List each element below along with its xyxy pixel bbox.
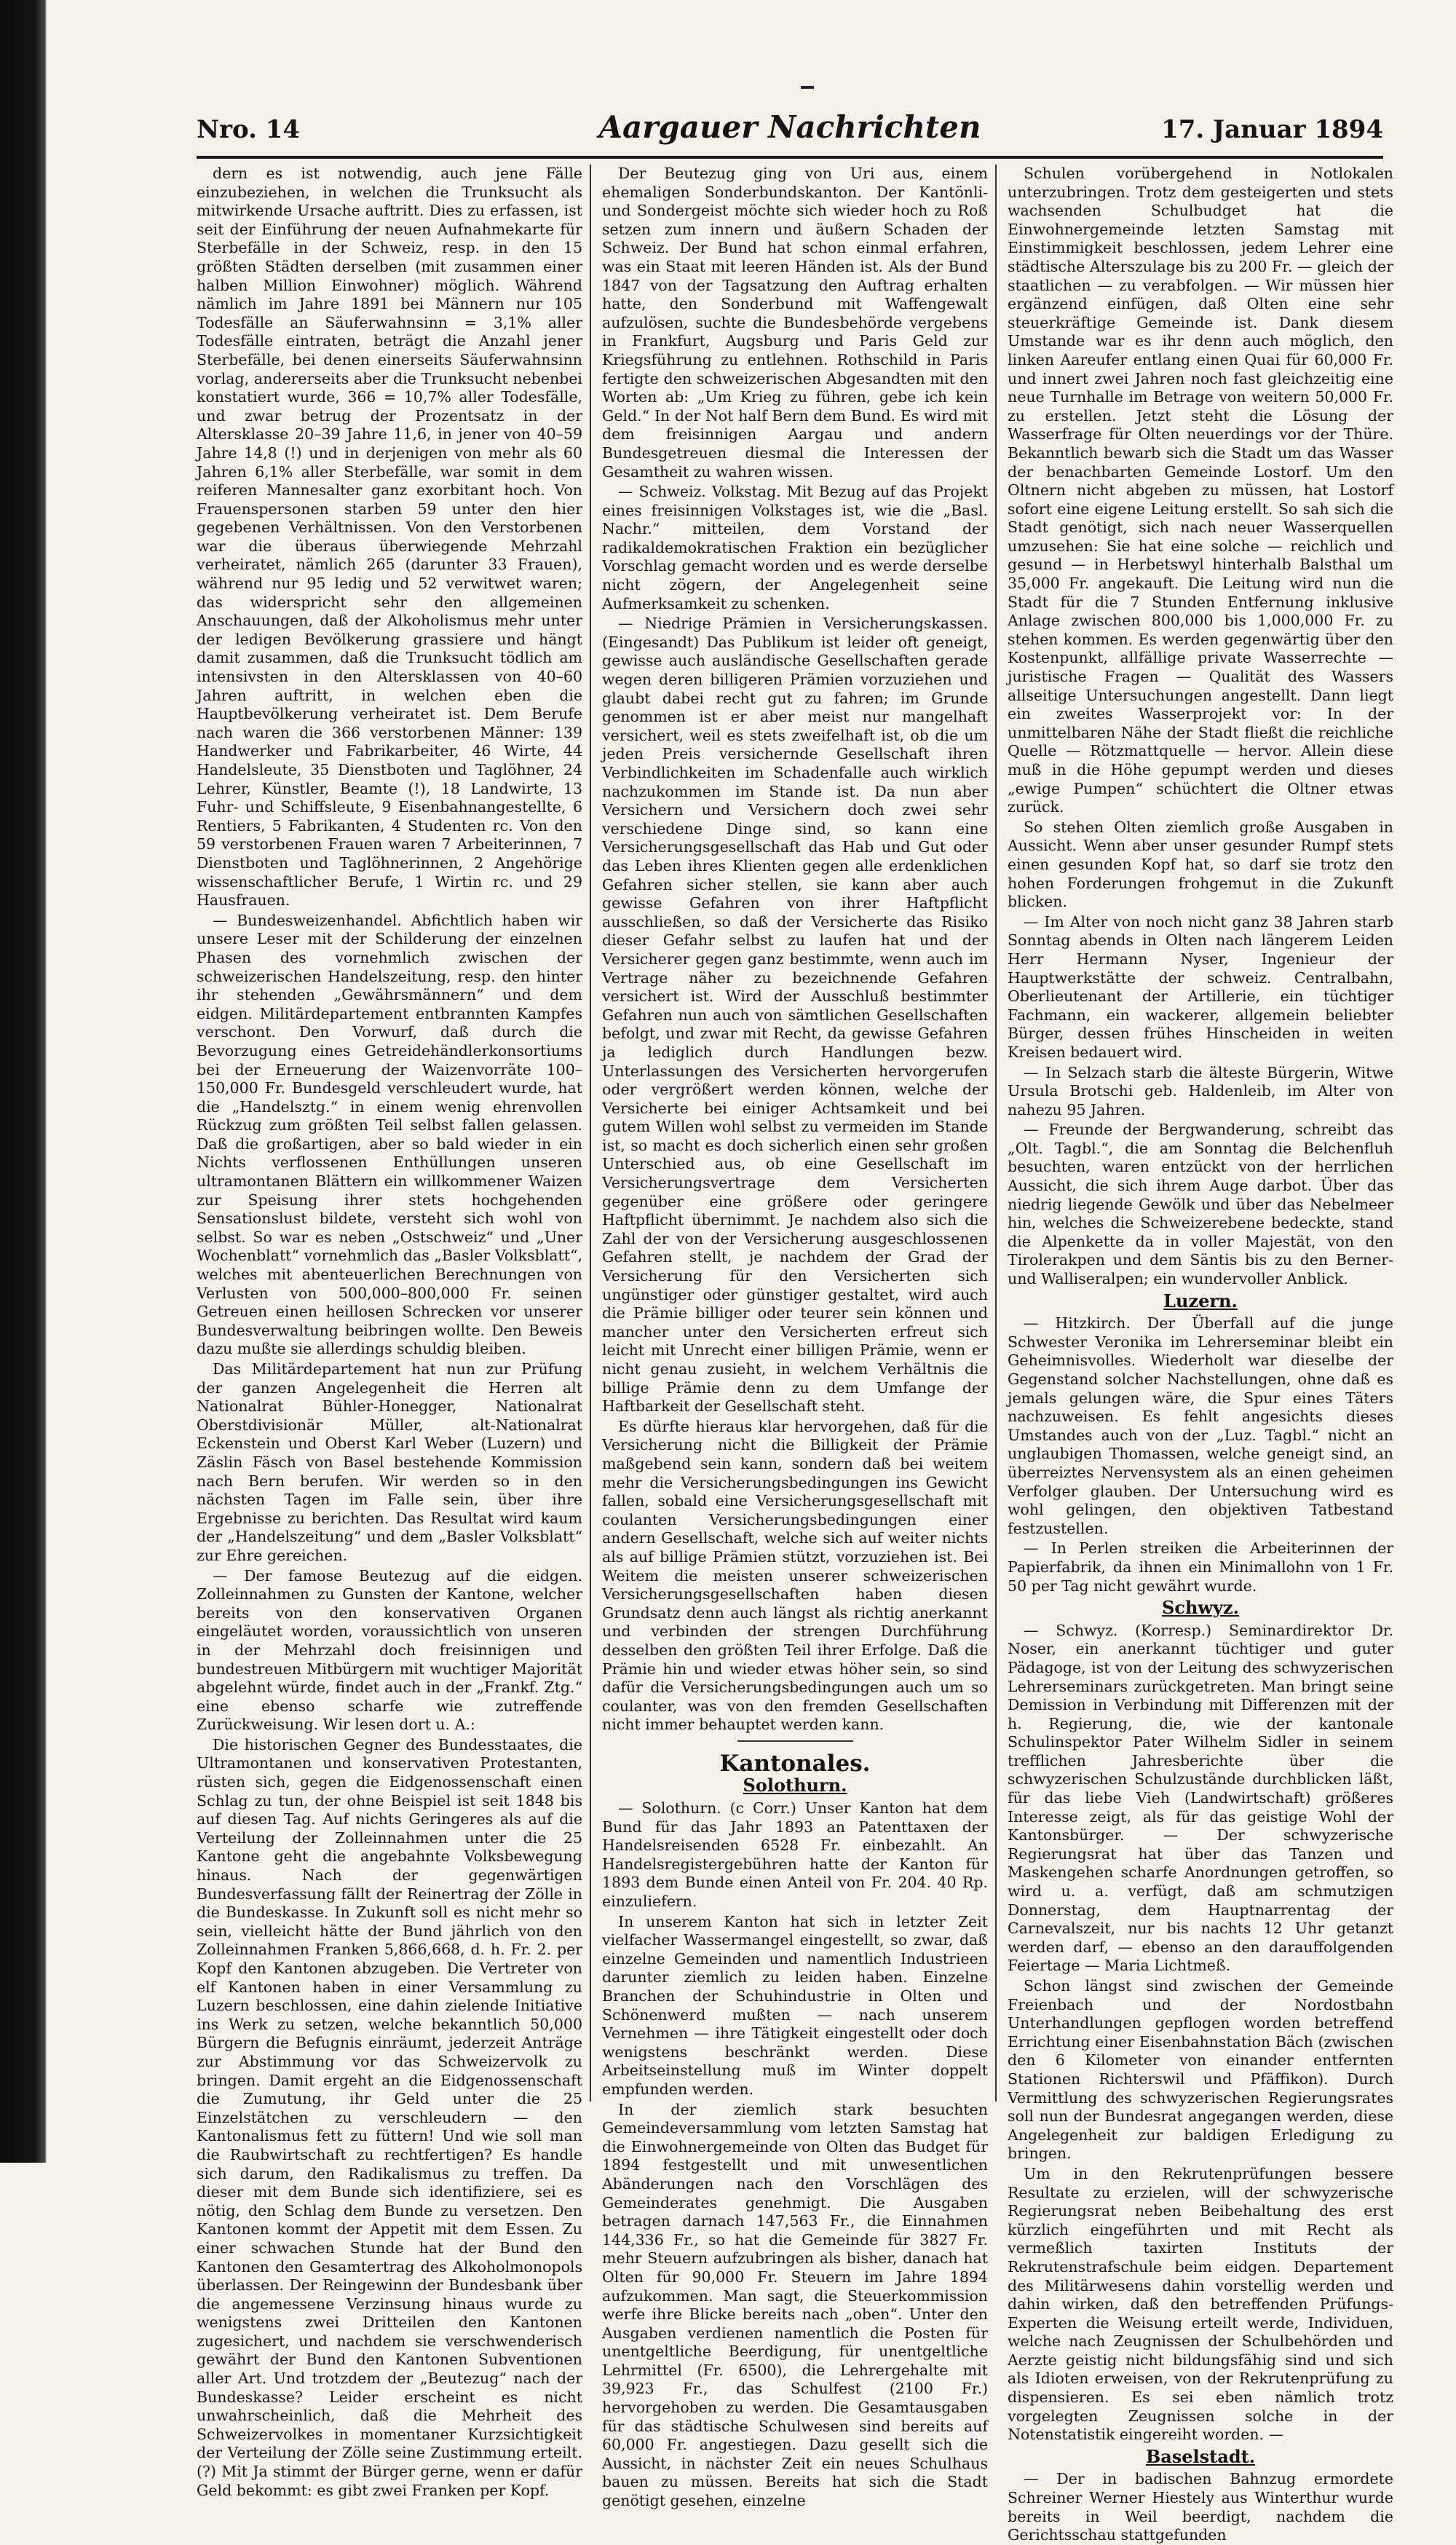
article-paragraph: — Solothurn. (c Corr.) Unser Kanton hat dem Bund für das Jahr 1893 an Patenttaxen der Handelsreisenden 6528 Fr. einbezahlt. An Handelsregistergebühren hatte der Kanton für 1893 dem Bunde einen Anteil von Fr. 204. 40 Rp. einzuliefern. [602,1799,988,1911]
section-heading-kantonales: Kantonales. [719,1750,871,1777]
article-paragraph: So stehen Olten ziemlich große Ausgaben in Aussicht. Wenn aber unser gesunder Rumpf stets einen gesunden Kopf hat, so darf sie trotz den hohen Forderungen frohgemut in die Zukunft blicken. [1008,818,1393,911]
section-heading-solothurn: Solothurn. [743,1775,847,1796]
column-3 [1008,165,1393,2544]
header-rule [197,156,1383,159]
article-paragraph: In der ziemlich stark besuchten Gemeindeversammlung vom letzten Samstag hat die Einwohnergemeinde von Olten das Budget für 1894 festgestellt und mit unwesentlichen Abänderungen nach den Vorschlägen des Gemeinderates genehmigt. Die Ausgaben betragen darnach 147,563 Fr., die Einnahmen 144,336 Fr., so hat die Gemeinde für 3827 Fr. mehr Steuern aufzubringen als bisher, danach hat Olten für 90,000 Fr. Steuern im Jahre 1894 aufzukommen. Man sagt, die Steuerkommission werfe ihre Blicke bereits nach „oben“. Unter den Ausgaben verdienen namentlich die Posten für unentgeltliche Beerdigung, für unentgeltliche Lehrmittel (Fr. 6500), die Lehrergehalte mit 39,923 Fr., das Schulfest (2100 Fr.) hervorgehoben zu werden. Die Gesamtausgaben für das städtische Schulwesen sind bereits auf 60,000 Fr. angestiegen. Dazu gesellt sich die Aussicht, in nächster Zeit ein neues Schulhaus bauen zu müssen. Bereits hat sich die Stadt genötigt gesehen, einzelne [602,2100,988,2510]
column-1 [197,165,582,2499]
article-paragraph: In unserem Kanton hat sich in letzter Zeit vielfacher Wassermangel eingestellt, so zwar, daß einzelne Gemeinden und namentlich Industrieen darunter ziemlich zu leiden haben. Einzelne Branchen der Schuhindustrie in Olten und Schönenwerd mußten — nach unserem Vernehmen — ihre Tätigkeit eingestellt oder doch wenigstens beschränkt werden. Diese Arbeitseinstellung muß im Winter doppelt empfunden werden. [602,1912,988,2098]
article-paragraph: — Niedrige Prämien in Versicherungskassen. (Eingesandt) Das Publikum ist leider oft geneigt, gewisse auch ausländische Gesellschaften gerade wegen deren billigeren Prämien vorzuziehen und glaubt dabei recht gut zu fahren; im Grunde genommen ist er aber meist nur mangelhaft versichert, weil es stets zweifelhaft ist, ob die um jeden Preis versichernde Gesellschaft ihren Verbindlichkeiten im Schadenfalle auch wirklich nachzukommen im Stande ist. Da nun aber Versichern und Versichern doch zwei sehr verschiedene Dinge sind, so kann eine Versicherungsgesellschaft das Hab und Gut oder das Leben ihres Klienten gegen alle erdenklichen Gefahren sicher stellen, sie kann aber auch gewisse Gefahren von ihrer Haftpflicht ausschließen, so daß der Versicherte das Risiko dieser Gefahr selbst zu laufen hat und der Versicherer gegen ganz bestimmte, wenn auch im Vertrage näher zu bezeichnende Gefahren versichert ist. Wird der Ausschluß bestimmter Gefahren nun auch von sämtlichen Gesellschaften befolgt, und zwar mit Recht, da gewisse Gefahren ja lediglich durch Handlungen bezw. Unterlassungen des Versicherten hervorgerufen oder vergrößert werden können, welche der Versicherte bei einiger Achtsamkeit und bei gutem Willen wohl selbst zu vermeiden im Stande ist, so macht es doch sicherlich einen sehr großen Unterschied aus, ob eine Gesellschaft im Versicherungsvertrage dem Versicherten gegenüber eine größere oder geringere Haftpflicht übernimmt. Je nachdem also sich die Zahl der von der Versicherung ausgeschlossenen Gefahren stellt, je nachdem der Grad der Versicherung für den Versicherten sich ungünstiger oder günstiger gestaltet, wird auch die Prämie billiger oder teurer sein können und mancher unter den Versicherten erfreut sich leicht mit Unrecht einer billigen Prämie, wenn er nicht genau zusieht, in welchem Verhältnis die billige Prämie denn zu dem Umfange der Haftbarkeit der Gesellschaft steht. [602,615,988,1416]
article-paragraph: Schon längst sind zwischen der Gemeinde Freienbach und der Nordostbahn Unterhandlungen gepflogen worden betreffend Errichtung einer Eisenbahnstation Bäch (zwischen den 6 Kilometer von einander entfernten Stationen Richterswil und Pfäffikon). Durch Vermittlung des schwyzerischen Regierungsrates soll nun der Bundesrat angegangen werden, diese Angelegenheit zur baldigen Erledigung zu bringen. [1008,1977,1393,2163]
article-paragraph: Die historischen Gegner des Bundesstaates, die Ultramontanen und konservativen Protestanten, rüsten sich, gegen die Eidgenossenschaft einen Schlag zu tun, der ohne Beispiel ist seit 1848 bis auf diesen Tag. Auf nichts Geringeres als auf die Verteilung der Zolleinnahmen unter die 25 Kantone geht die angebahnte Volksbewegung hinaus. Nach der gegenwärtigen Bundesverfassung fällt der Reinertrag der Zölle in die Bundeskasse. In Zukunft soll es nicht mehr so sein, vielleicht hätte der Bund jährlich von den Zolleinnahmen Franken 5,866,668, d. h. Fr. 2. per Kopf den Kantonen abzugeben. Die Vertreter von elf Kantonen haben in einer Versammlung zu Luzern beschlossen, eine dahin zielende Initiative ins Werk zu setzen, welche bekanntlich 50,000 Bürgern die Befugnis einräumt, jederzeit Anträge zur Abstimmung vor das Schweizervolk zu bringen. Damit ergeht an die Eidgenossenschaft die Zumutung, ihr Geld unter die 25 Einzelstätchen zu verschleudern — den Kantonalismus fett zu füttern! Und wie soll man die Raubwirtschaft zu rechtfertigen? Es handle sich darum, den Radikalismus zu treffen. Da dieser mit dem Bunde sich identifiziere, sei es nötig, den Schlag dem Bunde zu versetzen. Den Kantonen kommt der Appetit mit dem Essen. Zu einer schwachen Stunde hat der Bund den Kantonen den Gesamtertrag des Alkoholmonopols überlassen. Der Reingewinn der Bundesbank über die angemessene Verzinsung hinaus wurde zu wenigstens zwei Dritteilen den Kantonen zugesichert, und nachdem sie verschwenderisch gewährt der Bund den Kantonen Subventionen aller Art. Und trotzdem der „Beutezug“ nach der Bundeskasse? Leider erscheint es nicht unwahrscheinlich, daß die Mehrheit des Schweizervolkes in momentaner Kurzsichtigkeit der Verteilung der Zölle seine Zustimmung erteilt. (?) Mit Ja stimmt der Bürger gerne, wenn er dafür Geld bekommt: es gibt zwei Franken per Kopf. [197,1735,582,2499]
article-paragraph: Um in den Rekrutenprüfungen bessere Resultate zu erzielen, will der schwyzerische Regierungsrat neben Beibehaltung des erst kürzlich eingeführten und mit Recht als vermeßlich taxirten Instituts der Rekrutenstrafschule beim eidgen. Departement des Militärwesens dahin vorstellig werden und dahin wirken, daß den betreffenden Prüfungs-Experten die Weisung erteilt werde, Individuen, welche nach Zeugnissen der Schulbehörden und Aerzte geistig nicht bildungsfähig sind und sich als Idioten erweisen, von der Rekrutenprüfung zu dispensieren. Es sei eben nämlich trotz vorgelegten Zeugnissen solche in der Notenstatistik eingereiht worden. — [1008,2164,1393,2444]
article-paragraph: — Freunde der Bergwanderung, schreibt das „Olt. Tagbl.“, die am Sonntag die Belchenfluh besuchten, waren entzückt von der herrlichen Aussicht, die sich ihrem Auge darbot. Über das niedrig liegende Gewölk und über das Nebelmeer hin, welches die Schweizerebene bedeckte, stand die Alpenkette da in voller Majestät, von den Tirolerakpen und dem Säntis bis zu den Berner- und Walliseralpen; ein wundervoller Anblick. [1008,1121,1393,1288]
column-divider [590,165,591,2102]
article-paragraph: — Der in badischen Bahnzug ermordete Schreiner Werner Hiestely aus Winterthur wurde bereits in Weil beerdigt, nachdem die Gerichtsschau stattgefunden [1008,2470,1393,2544]
issue-date: 17. Januar 1894 [1161,115,1383,144]
column-2 [602,165,988,2510]
scan-binding-edge [0,0,47,2163]
article-paragraph: — Schweiz. Volkstag. Mit Bezug auf das Projekt eines freisinnigen Volkstages ist, wie die „Basl. Nachr.“ mitteilen, dem Vorstand der radikaldemokratischen Fraktion ein bezüglicher Vorschlag gemacht worden und es werde derselbe nicht zögern, der Angelegenheit seine Aufmerksamkeit zu schenken. [602,483,988,612]
article-paragraph: — Der famose Beutezug auf die eidgen. Zolleinnahmen zu Gunsten der Kantone, welcher bereits von den konservativen Organen eingeläutet worden, voraussichtlich von unseren in der Mehrzahl doch freisinnigen und bundestreuen Mitbürgern mit wuchtiger Majorität abgelehnt würde, findet auch in der „Frankf. Ztg.“ eine ebenso scharfe wie zutreffende Zurückweisung. Wir lesen dort u. A.: [197,1566,582,1734]
article-paragraph: — Schwyz. (Korresp.) Seminardirektor Dr. Noser, ein anerkannt tüchtiger und guter Pädagoge, ist von der Leitung des schwyzerischen Lehrerseminars zurückgetreten. Man bringt seine Demission in Verbindung mit Differenzen mit der h. Regierung, die, wie der kantonale Schulinspektor Pater Wilhelm Sidler in seinem trefflichen Jahresberichte über die schwyzerischen Schulzustände durchblicken läßt, für das liebe Vieh (Landwirtschaft) größeres Interesse zeigt, als für das geistige Wohl der Kantonsbürger. — Der schwyzerische Regierungsrat hat über das Tanzen und Maskengehen scharfe Anordnungen getroffen, so wird u. a. verfügt, daß am schmutzigen Donnerstag, dem Hauptnarrentag der Carnevalszeit, nur bis nachts 12 Uhr getanzt werden darf, — ebenso an den darauffolgenden Feiertage — Maria Lichtmeß. [1008,1621,1393,1975]
newspaper-title: Aargauer Nachrichten [598,109,981,145]
section-heading-baselstadt: Baselstadt. [1145,2445,1256,2467]
section-heading-luzern: Luzern. [1163,1290,1238,1311]
section-separator [737,1740,853,1742]
article-paragraph: — In Perlen streiken die Arbeiterinnen der Papierfabrik, da ihnen ein Minimallohn von 1 Fr. 50 per Tag nicht gewährt wurde. [1008,1539,1393,1595]
masthead [197,109,1383,151]
article-paragraph: Schulen vorübergehend in Notlokalen unterzubringen. Trotz dem gesteigerten und stets wachsenden Schulbudget hat die Einwohnergemeinde letzten Samstag mit Einstimmigkeit beschlossen, jedem Lehrer eine städtische Alterszulage bis zu 200 Fr. — gleich der staatlichen — zu verabfolgen. — Wir müssen hier ergänzend einfügen, daß Olten eine sehr steuerkräftige Gemeinde ist. Dank diesem Umstande war es ihr denn auch möglich, den linken Aareufer entlang einen Quai für 60,000 Fr. und innert zwei Jahren noch fast gleichzeitig eine neue Turnhalle im Betrage von weitern 50,000 Fr. zu erstellen. Jetzt steht die Lösung der Wasserfrage für Olten neuerdings vor der Thüre. Bekanntlich bewarb sich die Stadt um das Wasser der benachbarten Gemeinde Lostorf. Um den Oltnern nicht abgeben zu müssen, hat Lostorf sofort eine eigene Leitung erstellt. So sah sich die Stadt genötigt, sich nach neuer Wasserquellen umzusehen: Sie hat eine solche — reichlich und gesund — in Herbetswyl hinterhalb Balsthal um 35,000 Fr. angekauft. Die Leitung wird nun die Stadt für die 7 Stunden Entfernung inklusive Anlage zwischen 800,000 bis 1,000,000 Fr. zu stehen kommen. Es werden gegenwärtig über den Kostenpunkt, allfällige private Wasserrechte — juristische Fragen — Qualität des Wassers allseitige Untersuchungen angestellt. Dann liegt ein zweites Wasserprojekt vor: In der unmittelbaren Nähe der Stadt fließt die reichliche Quelle — Rötzmattquelle — hervor. Allein diese muß in die Höhe gepumpt werden und dieses „ewige Pumpen“ schüchtert die Oltner etwas zurück. [1008,165,1393,816]
article-paragraph: Das Militärdepartement hat nun zur Prüfung der ganzen Angelegenheit die Herren alt Nationalrat Bühler-Honegger, Nationalrat Oberstdivisionär Müller, alt-Nationalrat Eckenstein und Oberst Karl Weber (Luzern) und Zäslin Fäsch von Basel bestehende Kommission nach Bern berufen. Wir werden so in den nächsten Tagen im Falle sein, über ihre Ergebnisse zu berichten. Das Resultat wird kaum der „Handelszeitung“ und dem „Basler Volksblatt“ zur Ehre gereichen. [197,1360,582,1564]
section-heading-schwyz: Schwyz. [1162,1597,1239,1619]
top-mark [801,86,814,89]
issue-number: Nro. 14 [197,115,301,144]
article-paragraph: — In Selzach starb die älteste Bürgerin, Witwe Ursula Brotschi geb. Haldenleib, im Alter von nahezu 95 Jahren. [1008,1063,1393,1118]
article-paragraph: Es dürfte hieraus klar hervorgehen, daß für die Versicherung nicht die Billigkeit der Prämie maßgebend sein kann, sondern daß bei weitem mehr die Versicherungsbedingungen ins Gewicht fallen, sobald eine Versicherungsgesellschaft mit coulanten Versicherungsbedingungen einer andern Gesellschaft, welche sich auf weiter nichts als auf billige Prämien stützt, vorzuziehen ist. Bei Weitem die meisten unserer schweizerischen Versicherungsgesellschaften haben diesen Grundsatz denn auch längst als richtig anerkannt und verbinden der strengen Durchführung desselben den größten Teil ihrer Erfolge. Daß die Prämie hin und wieder etwas höher sein, so sind dafür die Versicherungsbedingungen auch um so coulanter, was von den fremden Gesellschaften nicht immer behauptet werden kann. [602,1417,988,1734]
article-paragraph: — Hitzkirch. Der Überfall auf die junge Schwester Veronika im Lehrerseminar bleibt ein Geheimnisvolles. Wiederholt war dieselbe der Gegenstand solcher Nachstellungen, ohne daß es jemals gelungen wäre, die Spur eines Täters nachzuweisen. Es fehlt angesichts dieses Umstandes auch von der „Luz. Tagbl.“ nicht an unglaubigen Thomassen, welche geneigt sind, an überreiztes Nervensystem als an einen geheimen Verfolger glauben. Der Untersuchung wird es wohl gelingen, den objektiven Tatbestand festzustellen. [1008,1314,1393,1537]
article-paragraph: Der Beutezug ging von Uri aus, einem ehemaligen Sonderbundskanton. Der Kantönli- und Sondergeist möchte sich wieder hoch zu Roß setzen zum innern und äußern Schaden der Schweiz. Der Bund hat schon einmal erfahren, was ein Staat mit leeren Händen ist. Als der Bund 1847 von der Tagsatzung den Auftrag erhalten hatte, den Sonderbund mit Waffengewalt aufzulösen, suchte die Bundesbehörde vergebens in Frankfurt, Augsburg und Paris Geld zur Kriegsführung zu entlehnen. Rothschild in Paris fertigte den schweizerischen Abgesandten mit den Worten ab: „Um Krieg zu führen, gebe ich kein Geld.“ In der Not half Bern dem Bund. Es wird mit dem freisinnigen Aargau und andern Bundesgetreuen diesmal die Interessen der Gesamtheit zu wahren wissen. [602,165,988,481]
article-paragraph: dern es ist notwendig, auch jene Fälle einzubeziehen, in welchen die Trunksucht als mitwirkende Ursache auftritt. Dies zu erfassen, ist seit der Einführung der neuen Aufnahmekarte für Sterbefälle in der Schweiz, resp. in den 15 größten Städten derselben (mit zusammen einer halben Million Einwohner) möglich. Während nämlich im Jahre 1891 bei Männern nur 105 Todesfälle an Säuferwahnsinn = 3,1% aller Todesfälle eintraten, beträgt die Anzahl jener Sterbefälle, bei denen einerseits Säuferwahnsinn vorlag, andererseits aber die Trunksucht nebenbei konstatiert wurde, 366 = 10,7% aller Todesfälle, und zwar betrug der Prozentsatz in der Altersklasse 20–39 Jahre 11,6, in jener von 40–59 Jahre 14,8 (!) und in derjenigen von mehr als 60 Jahren 6,1% aller Sterbefälle, war somit in dem reiferen Mannesalter ganz exorbitant hoch. Von Frauenspersonen starben 59 unter den hier gegebenen Verhältnissen. Von den Verstorbenen war die überaus überwiegende Mehrzahl verheiratet, nämlich 265 (darunter 33 Frauen), während nur 95 ledig und 52 verwitwet waren; das widerspricht sehr den allgemeinen Anschauungen, daß der Alkoholismus mehr unter der ledigen Bevölkerung grassiere und hängt damit zusammen, daß die Trunksucht tödlich am intensivsten in den Altersklassen von 40–60 Jahren auftritt, in welchen eben die Hauptbevölkerung verheiratet ist. Dem Berufe nach waren die 366 verstorbenen Männer: 139 Handwerker und Fabrikarbeiter, 46 Wirte, 44 Handelsleute, 35 Dienstboten und Taglöhner, 24 Lehrer, Künstler, Beamte (!), 18 Landwirte, 13 Fuhr- und Schiffsleute, 9 Eisenbahnangestellte, 6 Rentiers, 5 Fabrikanten, 4 Studenten rc. Von den 59 verstorbenen Frauen waren 7 Arbeiterinnen, 7 Dienstboten und Taglöhnerinnen, 2 Angehörige wissenschaftlicher Berufe, 1 Wirtin rc. und 29 Hausfrauen. [197,165,582,910]
column-divider [995,165,997,2102]
article-paragraph: — Bundesweizenhandel. Abfichtlich haben wir unsere Leser mit der Schilderung der einzelnen Phasen des vornehmlich zwischen der schweizerischen Handelszeitung, resp. den hinter ihr stehenden „Gewährsmännern“ und dem eidgen. Militärdepartement entbrannten Kampfes verschont. Den Vorwurf, daß durch die Bevorzugung eines Getreidehändlerkonsortiums bei der Erneuerung der Waizenvorräte 100–150,000 Fr. Bundesgeld verschleudert wurde, hat die „Handelsztg.“ in einem wenig ehrenvollen Rückzug zum größten Teil selbst fallen gelassen. Daß die großartigen, aber so bald wieder in ein Nichts verflossenen Enthüllungen unseren ultramontanen Blättern ein willkommener Waizen zur Speisung ihrer stets hochgehenden Sensationslust bildete, versteht sich wohl von selbst. So war es neben „Ostschweiz“ und „Uner Wochenblatt“ vornehmlich das „Basler Volksblatt“, welches mit abenteuerlichen Berechnungen von Verlusten von 500,000–800,000 Fr. seinen Getreuen einen heillosen Schrecken vor unserer Bundesverwaltung beibringen wollte. Den Beweis dazu mußte sie allerdings schuldig bleiben. [197,911,582,1358]
article-paragraph: — Im Alter von noch nicht ganz 38 Jahren starb Sonntag abends in Olten nach längerem Leiden Herr Hermann Nyser, Ingenieur der Hauptwerkstätte der schweiz. Centralbahn, Oberlieutenant der Artillerie, ein tüchtiger Fachmann, ein wackerer, allgemein beliebter Bürger, dessen frühes Hinscheiden in weiten Kreisen bedauert wird. [1008,912,1393,1061]
